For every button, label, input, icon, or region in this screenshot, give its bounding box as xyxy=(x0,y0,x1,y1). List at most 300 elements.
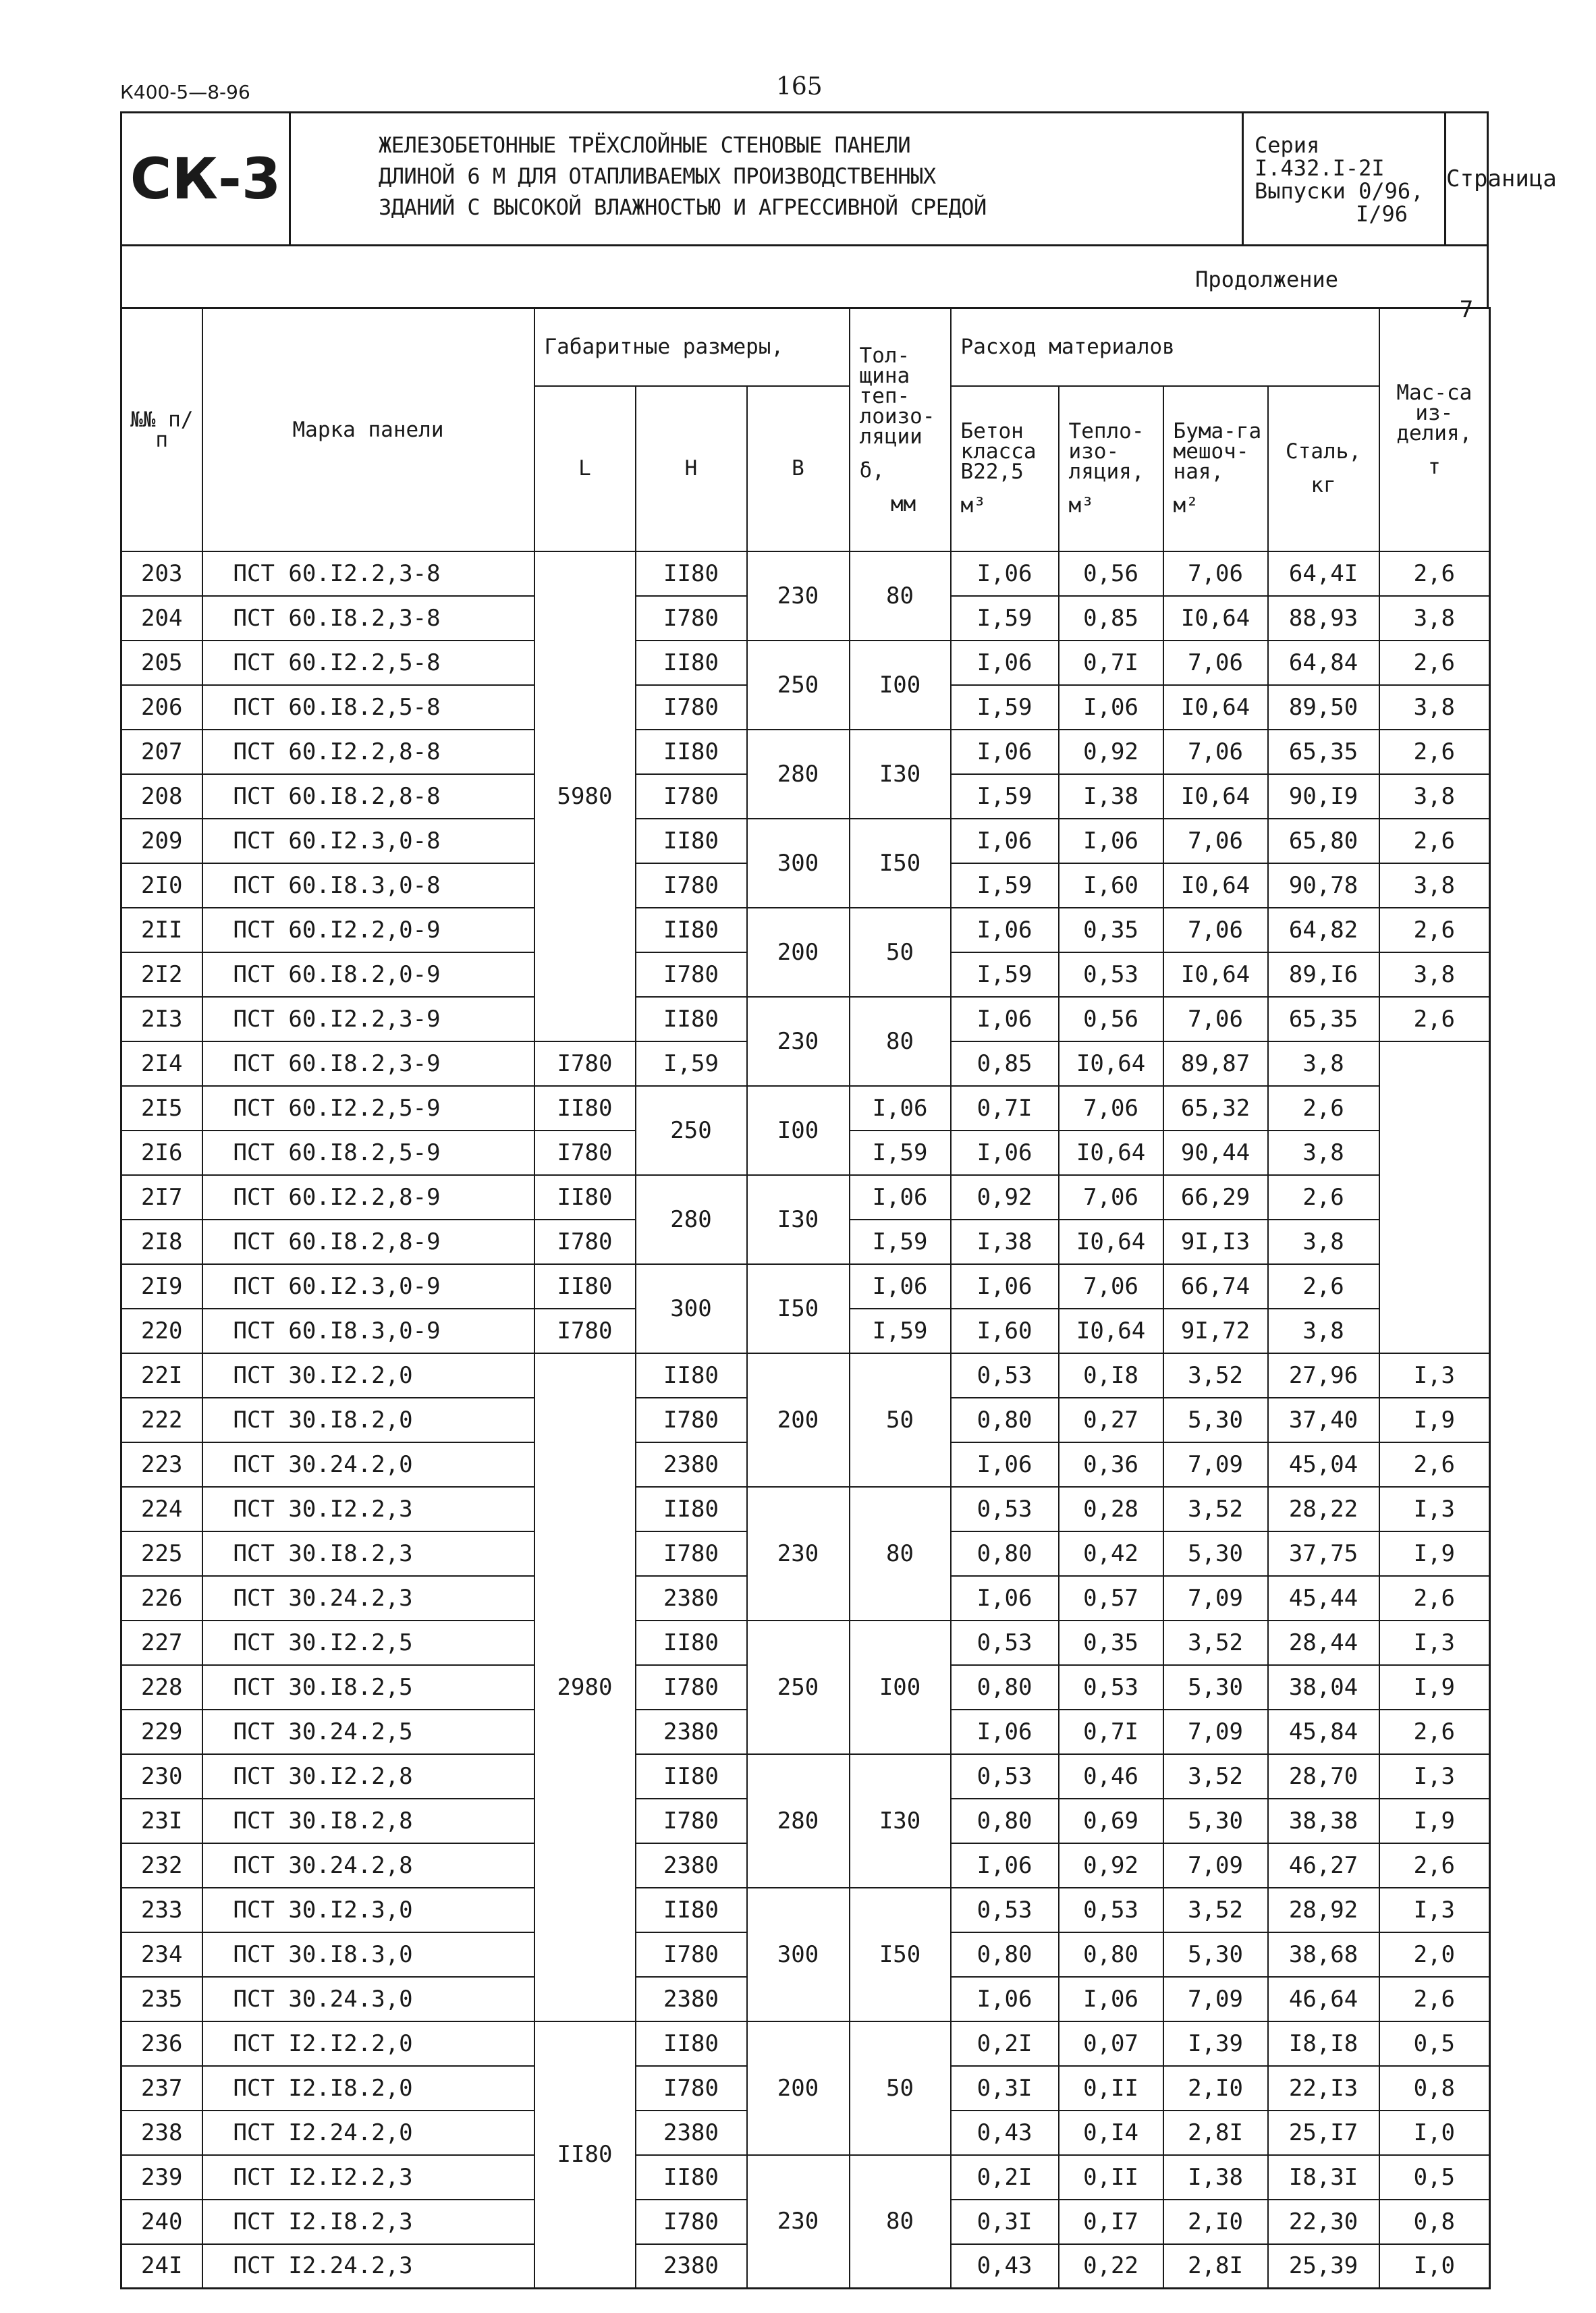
panel-mark: ПСТ I2.I2.2,0 xyxy=(202,2021,534,2066)
item-mass: I,3 xyxy=(1379,1754,1490,1799)
table-row xyxy=(121,1754,1490,1799)
header-steel-label: Сталь, xyxy=(1286,439,1362,464)
height-H: I780 xyxy=(636,1665,747,1710)
header-materials: Расход материалов xyxy=(951,308,1379,386)
steel-mass: 28,22 xyxy=(1268,1487,1379,1531)
steel-mass: I8,3I xyxy=(1268,2155,1379,2200)
row-number: 229 xyxy=(121,1710,202,1754)
height-H: II80 xyxy=(636,730,747,774)
insulation-volume: 0,I7 xyxy=(1059,2200,1163,2244)
header-mass-unit: т xyxy=(1427,454,1441,479)
width-B: 280 xyxy=(747,1754,850,1888)
title-line: ЗДАНИЙ С ВЫСОКОЙ ВЛАЖНОСТЬЮ И АГРЕССИВНОЙ СРЕДОЙ xyxy=(379,194,987,220)
item-mass: I,0 xyxy=(1379,2111,1490,2155)
row-number: 2I8 xyxy=(121,1220,202,1264)
height-H: 2380 xyxy=(636,2111,747,2155)
insulation-thickness: I30 xyxy=(850,730,951,819)
series-line: Выпуски 0/96, xyxy=(1255,178,1424,204)
row-number: 2II xyxy=(121,908,202,952)
paper-area: 2,I0 xyxy=(1163,2200,1268,2244)
paper-area: 2,8I xyxy=(1163,2244,1268,2289)
section-code: СК-3 xyxy=(122,113,291,244)
steel-mass: 25,39 xyxy=(1268,2244,1379,2289)
height-H: 2380 xyxy=(636,1576,747,1621)
insulation-volume: I,06 xyxy=(951,1264,1059,1309)
row-number: 2I7 xyxy=(121,1175,202,1220)
header-thickness-unit: мм xyxy=(890,491,916,516)
row-number: 203 xyxy=(121,551,202,596)
width-B: 280 xyxy=(636,1175,747,1264)
row-number: 205 xyxy=(121,641,202,685)
table-body xyxy=(121,551,1490,2289)
insulation-volume: 0,22 xyxy=(1059,2244,1163,2289)
insulation-volume: 0,56 xyxy=(1059,997,1163,1041)
panel-mark: ПСТ 30.I2.3,0 xyxy=(202,1888,534,1932)
paper-area: I,38 xyxy=(1163,2155,1268,2200)
paper-area: 7,09 xyxy=(1163,1710,1268,1754)
height-H: II80 xyxy=(636,1754,747,1799)
paper-area: I0,64 xyxy=(1163,596,1268,641)
page-label: Страница 7 xyxy=(1446,165,1557,323)
steel-mass: 28,70 xyxy=(1268,1754,1379,1799)
height-H: I780 xyxy=(636,2066,747,2111)
paper-area: I0,64 xyxy=(1163,685,1268,730)
height-H: I780 xyxy=(636,1531,747,1576)
concrete-volume: I,06 xyxy=(951,1710,1059,1754)
width-B: 300 xyxy=(747,819,850,908)
steel-mass: 90,44 xyxy=(1163,1131,1268,1175)
table-row xyxy=(121,551,1490,596)
item-mass: 2,6 xyxy=(1379,551,1490,596)
header-paper-unit: м² xyxy=(1173,493,1199,518)
steel-mass: 38,68 xyxy=(1268,1932,1379,1977)
header-mark: Марка панели xyxy=(202,308,534,551)
document-title xyxy=(291,113,1244,244)
panel-mark: ПСТ 30.I8.2,8 xyxy=(202,1799,534,1843)
header-L: L xyxy=(534,386,636,551)
panel-mark: ПСТ 60.I2.3,0-9 xyxy=(202,1264,534,1309)
item-mass: I,9 xyxy=(1379,1665,1490,1710)
panel-mark: ПСТ I2.24.2,0 xyxy=(202,2111,534,2155)
height-H: I780 xyxy=(534,1309,636,1353)
insulation-thickness: 50 xyxy=(850,2021,951,2155)
steel-mass: 28,92 xyxy=(1268,1888,1379,1932)
insulation-thickness: I30 xyxy=(747,1175,850,1264)
item-mass: 2,6 xyxy=(1379,1442,1490,1487)
steel-mass: 46,64 xyxy=(1268,1977,1379,2021)
paper-area: 7,06 xyxy=(1059,1175,1163,1220)
paper-area: I,39 xyxy=(1163,2021,1268,2066)
series-line: I.432.I-2I xyxy=(1255,155,1385,181)
document-code: К400-5—8-96 xyxy=(120,81,250,103)
panel-mark: ПСТ 30.24.2,3 xyxy=(202,1576,534,1621)
row-number: 207 xyxy=(121,730,202,774)
steel-mass: 45,84 xyxy=(1268,1710,1379,1754)
insulation-volume: 0,28 xyxy=(1059,1487,1163,1531)
paper-area: I0,64 xyxy=(1059,1041,1163,1086)
row-number: 226 xyxy=(121,1576,202,1621)
width-B: 250 xyxy=(747,1621,850,1754)
steel-mass: 37,40 xyxy=(1268,1398,1379,1442)
insulation-volume: 0,7I xyxy=(1059,1710,1163,1754)
item-mass: 2,6 xyxy=(1379,1977,1490,2021)
header-steel xyxy=(1268,386,1379,551)
header-H: Н xyxy=(636,386,747,551)
row-number: 237 xyxy=(121,2066,202,2111)
insulation-volume: 0,92 xyxy=(1059,1843,1163,1888)
table-row xyxy=(121,2155,1490,2200)
header-num: №№ п/п xyxy=(121,308,202,551)
height-H: II80 xyxy=(534,1175,636,1220)
width-B: 300 xyxy=(747,1888,850,2021)
row-number: 2I2 xyxy=(121,952,202,997)
row-number: 225 xyxy=(121,1531,202,1576)
item-mass: 2,6 xyxy=(1379,1843,1490,1888)
concrete-volume: 0,3I xyxy=(951,2200,1059,2244)
paper-area: 5,30 xyxy=(1163,1799,1268,1843)
panel-mark: ПСТ 30.24.2,5 xyxy=(202,1710,534,1754)
panel-mark: ПСТ 60.I2.2,8-8 xyxy=(202,730,534,774)
steel-mass: 64,4I xyxy=(1268,551,1379,596)
item-mass: 2,6 xyxy=(1379,819,1490,863)
paper-area: 7,06 xyxy=(1163,730,1268,774)
header-paper xyxy=(1163,386,1268,551)
paper-area: 7,09 xyxy=(1163,1442,1268,1487)
insulation-volume: 0,53 xyxy=(1059,1665,1163,1710)
paper-area: I0,64 xyxy=(1163,774,1268,819)
height-H: II80 xyxy=(534,1086,636,1131)
paper-area: 7,09 xyxy=(1163,1576,1268,1621)
steel-mass: 89,87 xyxy=(1163,1041,1268,1086)
insulation-volume: I,06 xyxy=(1059,685,1163,730)
height-H: I780 xyxy=(636,2200,747,2244)
steel-mass: 38,38 xyxy=(1268,1799,1379,1843)
steel-mass: 65,80 xyxy=(1268,819,1379,863)
row-number: 2I9 xyxy=(121,1264,202,1309)
continuation-label: Продолжение xyxy=(1195,267,1338,292)
insulation-thickness: I50 xyxy=(747,1264,850,1353)
item-mass: I,3 xyxy=(1379,1353,1490,1398)
item-mass: I,3 xyxy=(1379,1888,1490,1932)
panel-mark: ПСТ I2.I2.2,3 xyxy=(202,2155,534,2200)
paper-area: I0,64 xyxy=(1163,863,1268,908)
row-number: 208 xyxy=(121,774,202,819)
paper-area: 7,06 xyxy=(1163,908,1268,952)
paper-area: 7,06 xyxy=(1163,551,1268,596)
paper-area: 3,52 xyxy=(1163,1353,1268,1398)
concrete-volume: I,59 xyxy=(951,774,1059,819)
height-H: II80 xyxy=(636,1353,747,1398)
panel-mark: ПСТ 30.I2.2,8 xyxy=(202,1754,534,1799)
paper-area: I0,64 xyxy=(1059,1131,1163,1175)
steel-mass: 27,96 xyxy=(1268,1353,1379,1398)
length-L: II80 xyxy=(534,2021,636,2289)
series-info xyxy=(1244,113,1446,244)
header-thickness xyxy=(850,308,951,551)
insulation-volume: I,38 xyxy=(951,1220,1059,1264)
item-mass: 3,8 xyxy=(1379,774,1490,819)
steel-mass: 65,35 xyxy=(1268,997,1379,1041)
item-mass: 3,8 xyxy=(1379,952,1490,997)
panel-mark: ПСТ 30.I8.2,0 xyxy=(202,1398,534,1442)
steel-mass: 45,44 xyxy=(1268,1576,1379,1621)
series-line: I/96 xyxy=(1356,201,1408,227)
panel-mark: ПСТ 30.I2.2,5 xyxy=(202,1621,534,1665)
item-mass: 3,8 xyxy=(1379,596,1490,641)
paper-area: 3,52 xyxy=(1163,1621,1268,1665)
concrete-volume: I,59 xyxy=(850,1309,951,1353)
panel-mark: ПСТ 30.I8.3,0 xyxy=(202,1932,534,1977)
panel-mark: ПСТ 60.I8.3,0-9 xyxy=(202,1309,534,1353)
steel-mass: 90,I9 xyxy=(1268,774,1379,819)
steel-mass: 89,50 xyxy=(1268,685,1379,730)
row-number: 22I xyxy=(121,1353,202,1398)
row-number: 234 xyxy=(121,1932,202,1977)
concrete-volume: 0,80 xyxy=(951,1799,1059,1843)
insulation-volume: I,38 xyxy=(1059,774,1163,819)
height-H: I780 xyxy=(636,685,747,730)
concrete-volume: I,06 xyxy=(951,1442,1059,1487)
insulation-volume: 0,85 xyxy=(1059,596,1163,641)
table-row xyxy=(121,1621,1490,1665)
table-row xyxy=(121,908,1490,952)
item-mass: I,9 xyxy=(1379,1398,1490,1442)
panel-mark: ПСТ 60.I8.3,0-8 xyxy=(202,863,534,908)
concrete-volume: I,59 xyxy=(951,596,1059,641)
panel-mark: ПСТ 30.24.3,0 xyxy=(202,1977,534,2021)
header-mass-label: Мас-са из-делия, xyxy=(1396,380,1473,445)
panel-mark: ПСТ 60.I2.2,5-8 xyxy=(202,641,534,685)
header-concrete-label: Бетон класса В22,5 xyxy=(960,419,1037,484)
insulation-volume: 0,II xyxy=(1059,2155,1163,2200)
header-concrete-unit: м³ xyxy=(960,493,986,518)
concrete-volume: I,59 xyxy=(636,1041,747,1086)
row-number: 238 xyxy=(121,2111,202,2155)
item-mass: 2,6 xyxy=(1379,641,1490,685)
paper-area: 7,06 xyxy=(1163,641,1268,685)
insulation-volume: I,06 xyxy=(1059,1977,1163,2021)
panel-mark: ПСТ 30.24.2,8 xyxy=(202,1843,534,1888)
width-B: 250 xyxy=(747,641,850,730)
width-B: 230 xyxy=(747,2155,850,2289)
steel-mass: 22,I3 xyxy=(1268,2066,1379,2111)
steel-mass: 64,84 xyxy=(1268,641,1379,685)
header-concrete xyxy=(951,386,1059,551)
height-H: I780 xyxy=(534,1220,636,1264)
paper-area: 7,06 xyxy=(1163,819,1268,863)
concrete-volume: 0,3I xyxy=(951,2066,1059,2111)
height-H: I780 xyxy=(636,952,747,997)
steel-mass: 25,I7 xyxy=(1268,2111,1379,2155)
length-L: 2980 xyxy=(534,1353,636,2021)
width-B: 230 xyxy=(747,1487,850,1621)
paper-area: 2,8I xyxy=(1163,2111,1268,2155)
header-steel-unit: кг xyxy=(1311,473,1336,497)
panel-mark: ПСТ I2.24.2,3 xyxy=(202,2244,534,2289)
concrete-volume: 0,53 xyxy=(951,1754,1059,1799)
insulation-volume: 0,07 xyxy=(1059,2021,1163,2066)
panel-mark: ПСТ I2.I8.2,3 xyxy=(202,2200,534,2244)
row-number: 2I5 xyxy=(121,1086,202,1131)
concrete-volume: I,06 xyxy=(951,1843,1059,1888)
height-H: II80 xyxy=(636,908,747,952)
height-H: II80 xyxy=(636,2155,747,2200)
insulation-thickness: I50 xyxy=(850,819,951,908)
steel-mass: 9I,I3 xyxy=(1163,1220,1268,1264)
insulation-volume: 0,II xyxy=(1059,2066,1163,2111)
paper-area: 5,30 xyxy=(1163,1665,1268,1710)
concrete-volume: I,06 xyxy=(951,819,1059,863)
item-mass: 3,8 xyxy=(1268,1309,1379,1353)
row-number: 230 xyxy=(121,1754,202,1799)
height-H: I780 xyxy=(534,1041,636,1086)
insulation-volume: 0,92 xyxy=(1059,730,1163,774)
concrete-volume: I,59 xyxy=(850,1131,951,1175)
title-line: ДЛИНОЙ 6 М ДЛЯ ОТАПЛИВАЕМЫХ ПРОИЗВОДСТВЕННЫХ xyxy=(379,163,936,189)
insulation-volume: 0,56 xyxy=(1059,551,1163,596)
insulation-thickness: I50 xyxy=(850,1888,951,2021)
steel-mass: 89,I6 xyxy=(1268,952,1379,997)
row-number: 2I3 xyxy=(121,997,202,1041)
panel-mark: ПСТ 60.I8.2,3-9 xyxy=(202,1041,534,1086)
steel-mass: 38,04 xyxy=(1268,1665,1379,1710)
height-H: I780 xyxy=(636,596,747,641)
insulation-volume: I,06 xyxy=(1059,819,1163,863)
continuation-band xyxy=(120,246,1489,309)
insulation-thickness: 50 xyxy=(850,908,951,997)
header-mass xyxy=(1379,308,1490,551)
table-row xyxy=(121,1175,1490,1220)
table-row xyxy=(121,641,1490,685)
item-mass: 0,5 xyxy=(1379,2155,1490,2200)
insulation-volume: 0,69 xyxy=(1059,1799,1163,1843)
paper-area: I0,64 xyxy=(1059,1220,1163,1264)
length-L: 5980 xyxy=(534,551,636,1041)
header-insulation-unit: м³ xyxy=(1068,493,1094,518)
insulation-volume: 0,I4 xyxy=(1059,2111,1163,2155)
height-H: 2380 xyxy=(636,1442,747,1487)
concrete-volume: I,06 xyxy=(951,908,1059,952)
item-mass: 2,6 xyxy=(1268,1086,1379,1131)
item-mass: 2,0 xyxy=(1379,1932,1490,1977)
insulation-volume: 0,92 xyxy=(951,1175,1059,1220)
insulation-volume: 0,7I xyxy=(1059,641,1163,685)
height-H: II80 xyxy=(636,1487,747,1531)
steel-mass: 45,04 xyxy=(1268,1442,1379,1487)
insulation-thickness: 80 xyxy=(850,2155,951,2289)
insulation-volume: I,60 xyxy=(1059,863,1163,908)
item-mass: 0,8 xyxy=(1379,2066,1490,2111)
row-number: 2I4 xyxy=(121,1041,202,1086)
concrete-volume: I,06 xyxy=(951,1576,1059,1621)
concrete-volume: I,59 xyxy=(951,863,1059,908)
header-dimensions: Габаритные размеры, xyxy=(534,308,850,386)
concrete-volume: I,06 xyxy=(951,641,1059,685)
width-B: 300 xyxy=(636,1264,747,1353)
table-row xyxy=(121,1264,1490,1309)
insulation-volume: 0,42 xyxy=(1059,1531,1163,1576)
steel-mass: 90,78 xyxy=(1268,863,1379,908)
height-H: II80 xyxy=(636,1888,747,1932)
paper-area: 5,30 xyxy=(1163,1398,1268,1442)
steel-mass: 66,29 xyxy=(1163,1175,1268,1220)
height-H: I780 xyxy=(636,863,747,908)
panel-mark: ПСТ 30.24.2,0 xyxy=(202,1442,534,1487)
paper-area: 7,09 xyxy=(1163,1977,1268,2021)
table-row xyxy=(121,997,1490,1041)
width-B: 250 xyxy=(636,1086,747,1175)
row-number: 2I0 xyxy=(121,863,202,908)
table-row xyxy=(121,730,1490,774)
paper-area: I0,64 xyxy=(1059,1309,1163,1353)
materials-table xyxy=(120,307,1491,2289)
insulation-volume: 0,I8 xyxy=(1059,1353,1163,1398)
concrete-volume: I,59 xyxy=(951,685,1059,730)
item-mass: 3,8 xyxy=(1379,863,1490,908)
width-B: 200 xyxy=(747,908,850,997)
paper-area: 3,52 xyxy=(1163,1888,1268,1932)
row-number: 236 xyxy=(121,2021,202,2066)
height-H: II80 xyxy=(534,1264,636,1309)
item-mass: I,3 xyxy=(1379,1487,1490,1531)
paper-area: 7,09 xyxy=(1163,1843,1268,1888)
width-B: 230 xyxy=(747,551,850,641)
insulation-thickness: 50 xyxy=(850,1353,951,1487)
height-H: II80 xyxy=(636,819,747,863)
item-mass: 2,6 xyxy=(1379,997,1490,1041)
concrete-volume: 0,80 xyxy=(951,1932,1059,1977)
concrete-volume: I,06 xyxy=(951,997,1059,1041)
concrete-volume: I,59 xyxy=(850,1220,951,1264)
header-insulation-label: Тепло-изо-ляция, xyxy=(1068,419,1145,484)
item-mass: 3,8 xyxy=(1268,1131,1379,1175)
paper-area: 5,30 xyxy=(1163,1531,1268,1576)
insulation-volume: I,06 xyxy=(951,1131,1059,1175)
row-number: 228 xyxy=(121,1665,202,1710)
item-mass: 2,6 xyxy=(1379,908,1490,952)
concrete-volume: 0,2I xyxy=(951,2155,1059,2200)
row-number: 232 xyxy=(121,1843,202,1888)
item-mass: 2,6 xyxy=(1268,1175,1379,1220)
height-H: II80 xyxy=(636,641,747,685)
paper-area: 3,52 xyxy=(1163,1754,1268,1799)
paper-area: 5,30 xyxy=(1163,1932,1268,1977)
header-insulation xyxy=(1059,386,1163,551)
steel-mass: 88,93 xyxy=(1268,596,1379,641)
height-H: 2380 xyxy=(636,1977,747,2021)
height-H: I780 xyxy=(636,1799,747,1843)
header-B: В xyxy=(747,386,850,551)
row-number: 220 xyxy=(121,1309,202,1353)
panel-mark: ПСТ 60.I8.2,0-9 xyxy=(202,952,534,997)
width-B: 280 xyxy=(747,730,850,819)
row-number: 240 xyxy=(121,2200,202,2244)
item-mass: 2,6 xyxy=(1379,730,1490,774)
item-mass: 3,8 xyxy=(1268,1220,1379,1264)
steel-mass: 37,75 xyxy=(1268,1531,1379,1576)
table-row xyxy=(121,1487,1490,1531)
panel-mark: ПСТ 60.I2.3,0-8 xyxy=(202,819,534,863)
insulation-thickness: I00 xyxy=(850,1621,951,1754)
row-number: 206 xyxy=(121,685,202,730)
concrete-volume: I,06 xyxy=(850,1264,951,1309)
row-number: 235 xyxy=(121,1977,202,2021)
table-row xyxy=(121,2021,1490,2066)
insulation-volume: 0,53 xyxy=(1059,1888,1163,1932)
concrete-volume: I,06 xyxy=(951,551,1059,596)
steel-mass: 22,30 xyxy=(1268,2200,1379,2244)
steel-mass: 28,44 xyxy=(1268,1621,1379,1665)
